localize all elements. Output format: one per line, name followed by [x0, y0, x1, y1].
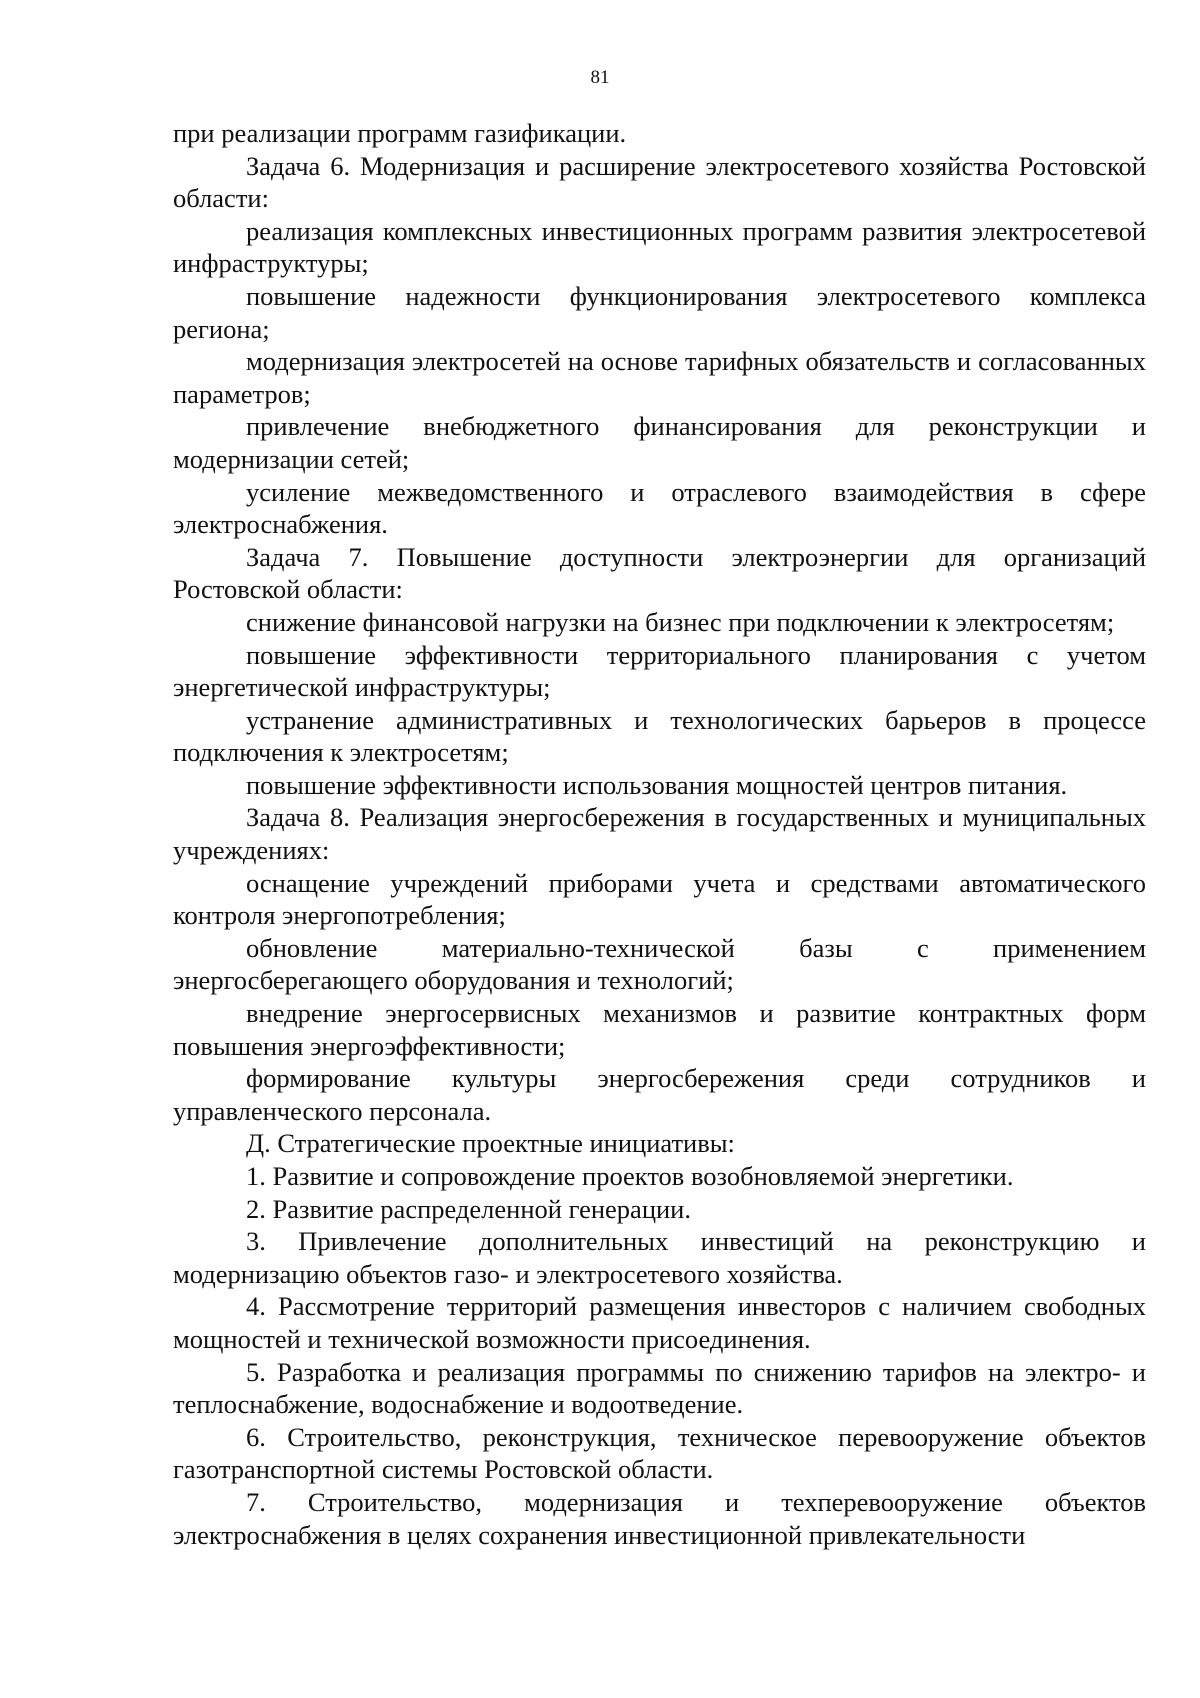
paragraph: 7. Строительство, модернизация и техперевооружение объектов электроснабжения в целях сохранения инвестиционной привлекательности — [173, 1486, 1146, 1550]
paragraph: 3. Привлечение дополнительных инвестиций на реконструкцию и модернизацию объектов газо- и электросетевого хозяйства. — [173, 1226, 1146, 1289]
paragraph: оснащение учреждений приборами учета и средствами автоматического контроля энергопотребления; — [173, 867, 1146, 931]
paragraph: привлечение внебюджетного финансирования для реконструкции и модернизации сетей; — [173, 411, 1146, 474]
paragraph: Д. Стратегические проектные инициативы: — [246, 1128, 735, 1159]
paragraph: устранение административных и технологических барьеров в процессе подключения к электросетям; — [173, 704, 1146, 768]
paragraph: 2. Развитие распределенной генерации. — [246, 1193, 691, 1224]
paragraph: повышение эффективности использования мощностей центров питания. — [246, 769, 1068, 800]
paragraph: повышение эффективности территориального планирования с учетом энергетической инфраструктуры; — [173, 639, 1146, 703]
page-number: 81 — [590, 67, 610, 88]
paragraph: 4. Рассмотрение территорий размещения инвесторов с наличием свободных мощностей и технической возможности присоединения. — [173, 1291, 1146, 1354]
paragraph: обновление материально-технической базы с применением энергосберегающего оборудования и технологий; — [173, 932, 1146, 996]
paragraph: Задача 6. Модернизация и расширение электросетевого хозяйства Ростовской области: — [173, 150, 1146, 214]
paragraph: усиление межведомственного и отраслевого взаимодействия в сфере электроснабжения. — [173, 476, 1146, 540]
paragraph: 1. Развитие и сопровождение проектов возобновляемой энергетики. — [246, 1161, 1014, 1191]
document-body — [173, 117, 1146, 1551]
paragraph: 6. Строительство, реконструкция, техническое перевооружение объектов газотранспортной системы Ростовской области. — [173, 1421, 1146, 1485]
paragraph: повышение надежности функционирования электросетевого комплекса региона; — [173, 280, 1146, 344]
paragraph: внедрение энергосервисных механизмов и развитие контрактных форм повышения энергоэффективности; — [173, 998, 1146, 1061]
paragraph: формирование культуры энергосбережения среди сотрудников и управленческого персонала. — [173, 1063, 1146, 1126]
paragraph: при реализации программ газификации. — [173, 118, 627, 148]
paragraph: Задача 7. Повышение доступности электроэнергии для организаций Ростовской области: — [173, 541, 1146, 605]
paragraph: модернизация электросетей на основе тарифных обязательств и согласованных параметров; — [173, 346, 1146, 409]
paragraph: 5. Разработка и реализация программы по снижению тарифов на электро- и теплоснабжение, водоснабжение и водоотведение. — [173, 1356, 1146, 1420]
paragraph: Задача 8. Реализация энергосбережения в государственных и муниципальных учреждениях: — [173, 802, 1146, 866]
paragraph: снижение финансовой нагрузки на бизнес при подключении к электросетям; — [246, 606, 1115, 637]
paragraph: реализация комплексных инвестиционных программ развития электросетевой инфраструктуры; — [173, 215, 1146, 279]
